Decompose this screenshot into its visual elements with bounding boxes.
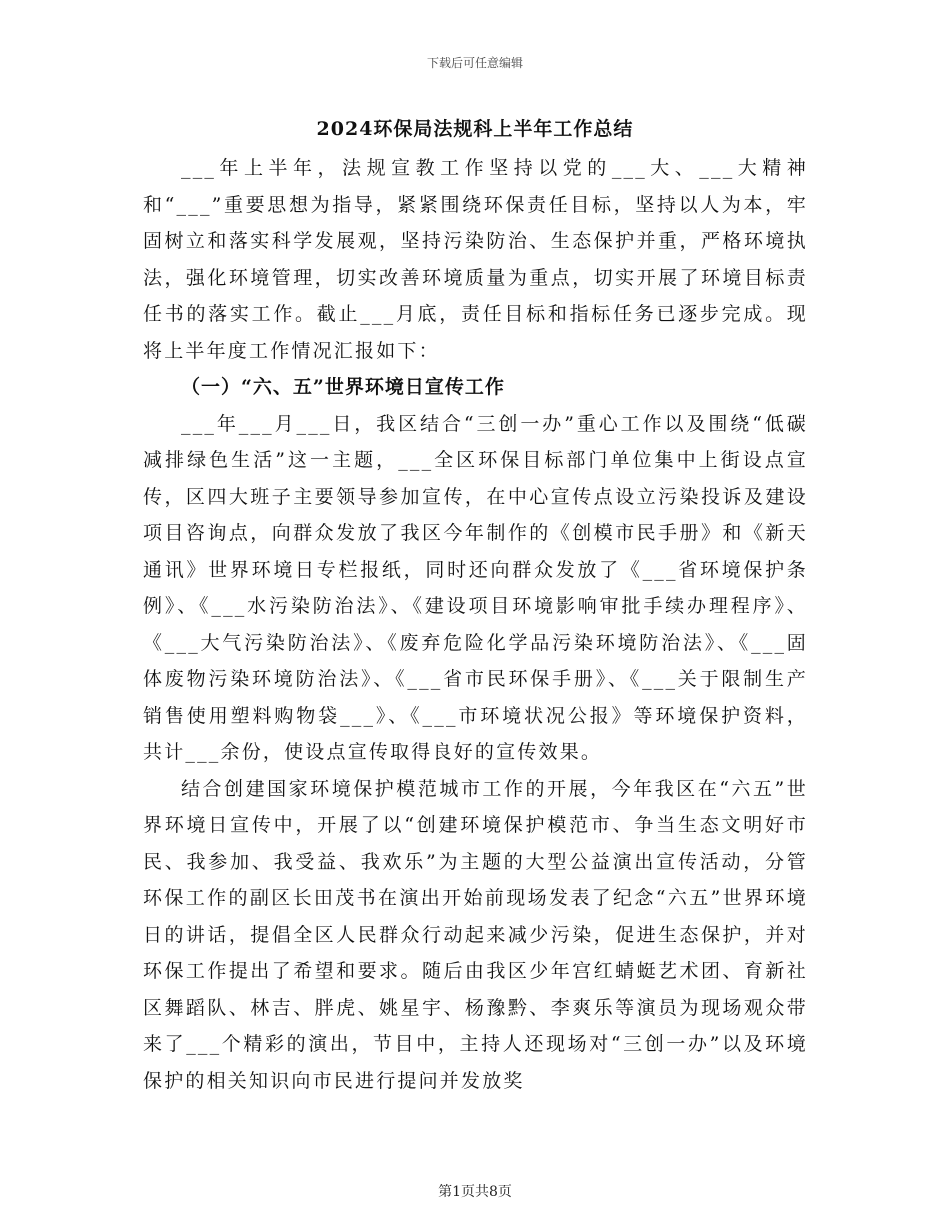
page-header-note: 下载后可任意编辑 bbox=[426, 56, 523, 70]
section-heading: （一）“六、五”世界环境日宣传工作 bbox=[181, 376, 505, 398]
body-paragraph: 结合创建国家环境保护模范城市工作的开展，今年我区在“六五”世界环境日宣传中，开展了以“创建环境保护模范市、争当生态文明好市民、我参加、我受益、我欢乐”为主题的大型公益演出宣传活动，分管环保工作的副区长田茂书在演出开始前现场发表了纪念“六五”世界环境日的讲话，提倡全区人民群众行动起来减少污染，促进生态保护，并对环保工作提出了希望和要求。随后由我区少年宫红蜻蜓艺术团、育新社区舞蹈队、林吉、胖虎、姚星宇、杨豫黔、李爽乐等演员为现场观众带来了___个精彩的演出，节目中，主持人还现场对“三创一办”以及环境保护的相关知识向市民进行提问并发放奖 bbox=[143, 777, 808, 1092]
page-footer: 第1页共8页 bbox=[438, 1184, 512, 1200]
document-body bbox=[143, 150, 808, 1099]
intro-paragraph: ___年上半年，法规宣教工作坚持以党的___大、___大精神和“___”重要思想为指导，紧紧围绕环保责任目标，坚持以人为本，牢固树立和落实科学发展观，坚持污染防治、生态保护并重，严格环境执法，强化环境管理，切实改善环境质量为重点，切实开展了环境目标责任书的落实工作。截止___月底，责任目标和指标任务已逐步完成。现将上半年度工作情况汇报如下： bbox=[143, 157, 808, 362]
document-title: 2024环保局法规科上半年工作总结 bbox=[316, 118, 634, 140]
body-paragraph: ___年___月___日，我区结合“三创一办”重心工作以及围绕“低碳减排绿色生活”这一主题，___全区环保目标部门单位集中上街设点宣传，区四大班子主要领导参加宣传，在中心宣传点设立污染投诉及建设项目咨询点，向群众发放了我区今年制作的《创模市民手册》和《新天通讯》世界环境日专栏报纸，同时还向群众发放了《___省环境保护条例》、《___水污染防治法》、《建设项目环境影响审批手续办理程序》、《___大气污染防治法》、《废弃危险化学品污染环境防治法》、《___固体废物污染环境防治法》、《___省市民环保手册》、《___关于限制生产销售使用塑料购物袋___》、《___市环境状况公报》等环境保护资料，共计___余份，使设点宣传取得良好的宣传效果。 bbox=[143, 412, 808, 763]
